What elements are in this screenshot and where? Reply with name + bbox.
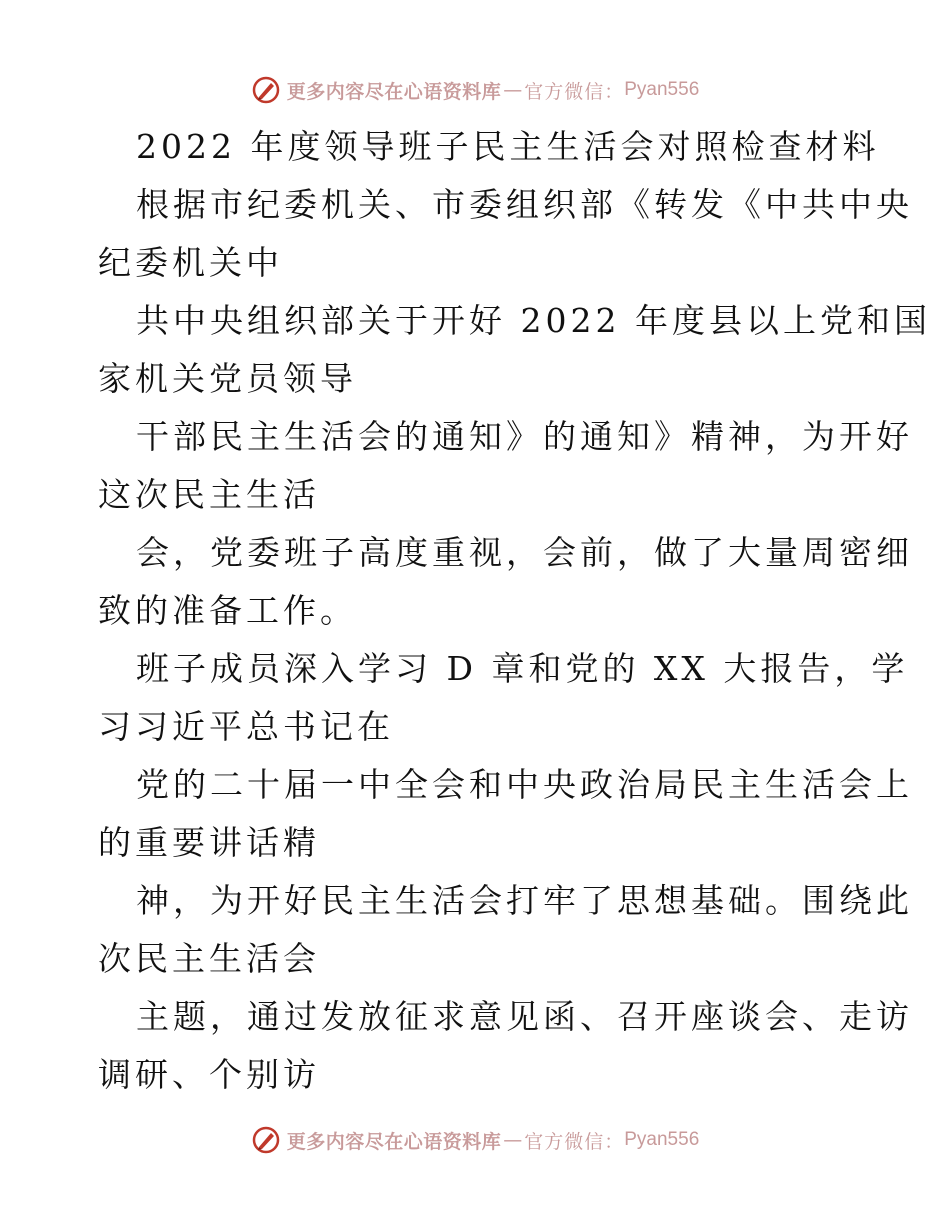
text-line: 神，为开好民主生活会打牢了思想基础。围绕此 — [136, 881, 913, 920]
text-line: 共中央组织部关于开好 2022 年度县以上党和国 — [136, 301, 931, 340]
banner-dash: — — [503, 1129, 523, 1151]
header-banner — [0, 70, 950, 110]
text-line: 次民主生活会 — [98, 939, 320, 978]
text-line: 班子成员深入学习 D 章和党的 XX 大报告，学 — [136, 649, 909, 688]
text-line: 根据市纪委机关、市委组织部《转发《中共中央 — [136, 185, 913, 224]
text-line: 干部民主生活会的通知》的通知》精神，为开好 — [136, 417, 913, 456]
promo-text: 更多内容尽在心语资料库 — [286, 1130, 502, 1153]
text-line: 致的准备工作。 — [98, 591, 357, 630]
footer-banner — [0, 1120, 950, 1160]
text-line: 家机关党员领导 — [98, 359, 357, 398]
official-wechat-label: 官方微信： — [524, 80, 625, 103]
text-line: 纪委机关中 — [98, 243, 283, 282]
wechat-id: Pyan556 — [624, 1129, 700, 1150]
text-line: 会，党委班子高度重视，会前，做了大量周密细 — [136, 533, 913, 572]
document-body — [98, 118, 931, 1104]
text-line: 的重要讲话精 — [98, 823, 320, 862]
text-line: 党的二十届一中全会和中央政治局民主生活会上 — [136, 765, 913, 804]
text-line: 这次民主生活 — [98, 475, 320, 514]
banner-dash: — — [503, 79, 523, 101]
wechat-id: Pyan556 — [624, 79, 700, 100]
document-title: 2022 年度领导班子民主生活会对照检查材料 — [136, 127, 880, 166]
text-line: 调研、个别访 — [98, 1055, 320, 1094]
pen-logo-icon — [251, 75, 281, 105]
text-line: 主题，通过发放征求意见函、召开座谈会、走访 — [136, 997, 913, 1036]
promo-text: 更多内容尽在心语资料库 — [286, 80, 502, 103]
pen-logo-icon — [251, 1125, 281, 1155]
official-wechat-label: 官方微信： — [524, 1130, 625, 1153]
text-line: 习习近平总书记在 — [98, 707, 394, 746]
